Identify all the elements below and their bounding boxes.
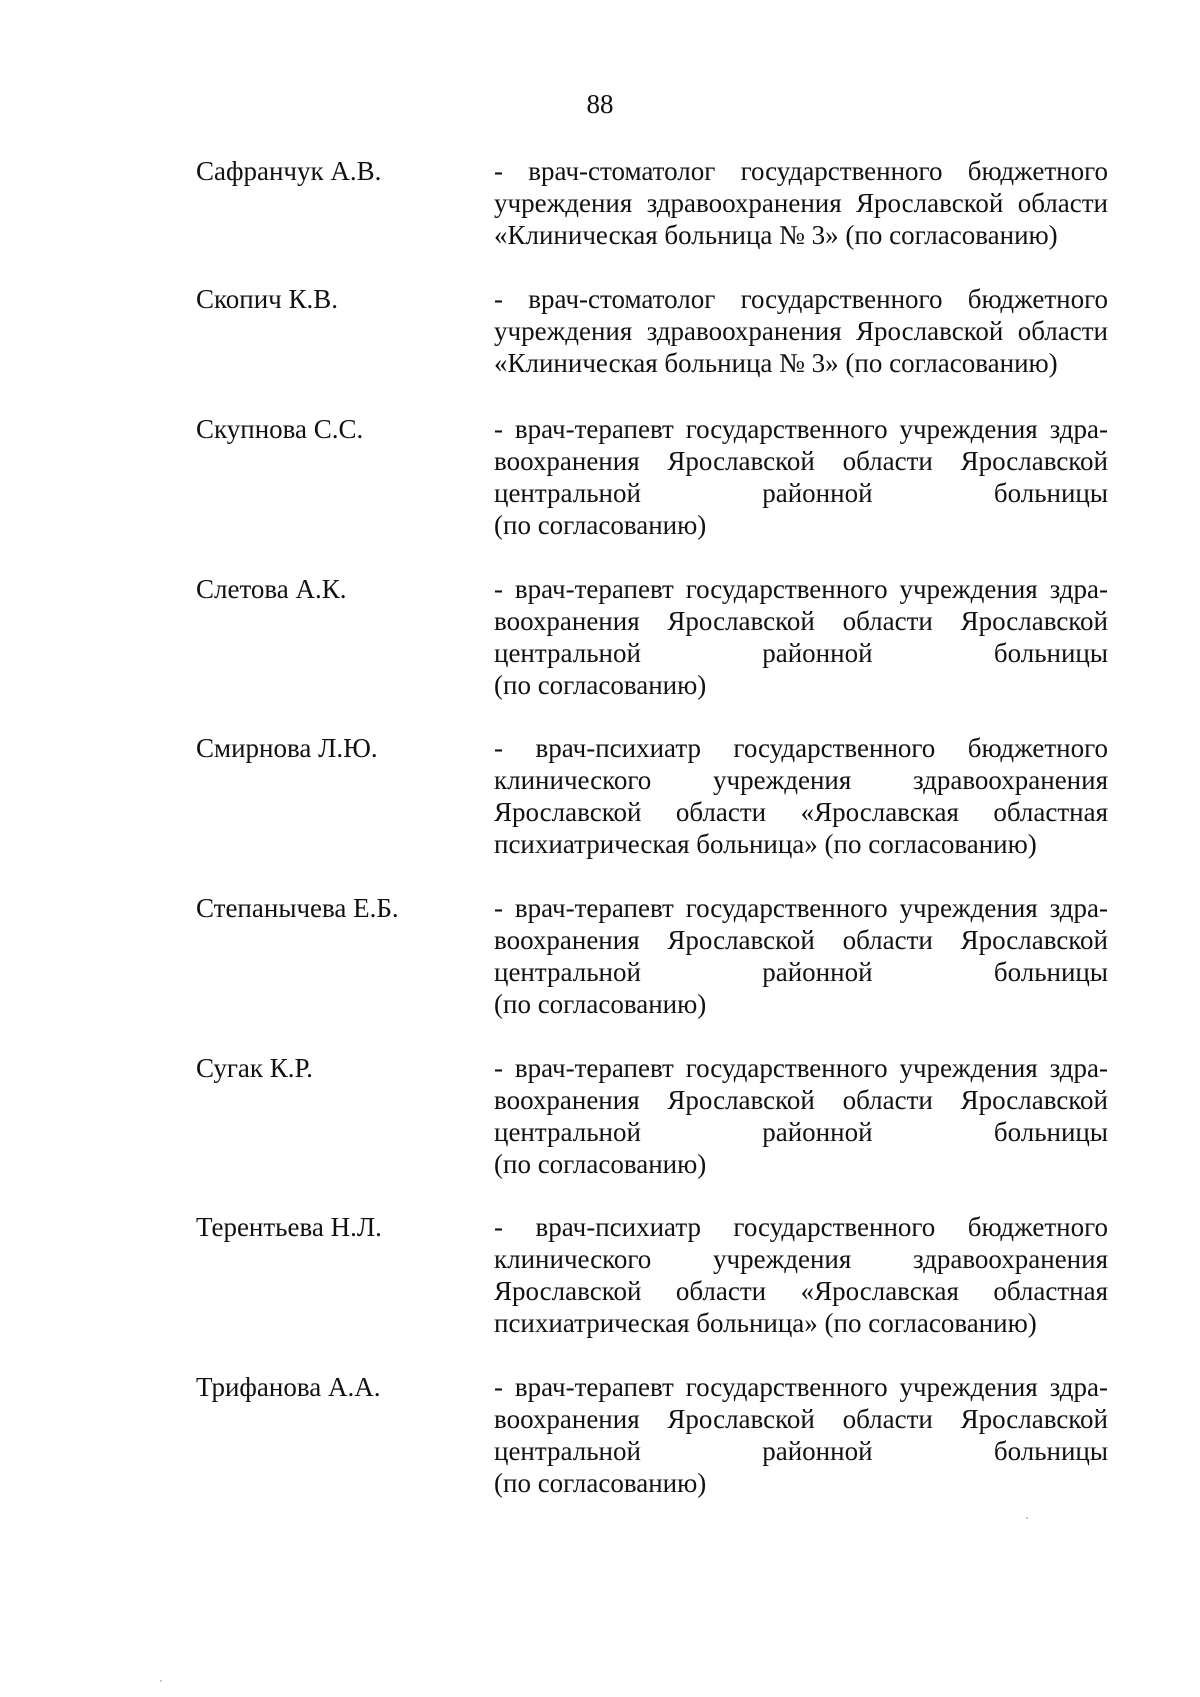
scan-speck (1026, 1517, 1028, 1519)
person-name: Сугак К.Р. (196, 1053, 313, 1083)
description-line: воохранения Ярославской области Ярославской (494, 606, 1108, 636)
position-description (494, 573, 1108, 701)
person-name: Трифанова А.А. (196, 1372, 381, 1402)
description-line: - врач-терапевт государственного учреждения здра- (494, 1053, 1108, 1083)
person-name: Степанычева Е.Б. (196, 893, 399, 923)
position-description (494, 1371, 1108, 1499)
description-line: (по согласованию) (494, 670, 707, 700)
position-description (494, 283, 1108, 379)
description-line: «Клиническая больница № 3» (по согласованию) (494, 348, 1058, 378)
description-line: (по согласованию) (494, 1149, 707, 1179)
description-line: - врач-терапевт государственного учреждения здра- (494, 893, 1108, 923)
person-name: Скопич К.В. (196, 284, 339, 314)
description-line: - врач-терапевт государственного учреждения здра- (494, 574, 1108, 604)
description-line: (по согласованию) (494, 989, 707, 1019)
description-line: клинического учреждения здравоохранения (494, 1244, 1108, 1274)
description-line: воохранения Ярославской области Ярославской (494, 1404, 1108, 1434)
description-line: - врач-стоматолог государственного бюджетного (494, 156, 1108, 186)
description-line: - врач-психиатр государственного бюджетного (494, 1212, 1108, 1242)
position-description (494, 732, 1108, 860)
description-line: воохранения Ярославской области Ярославской (494, 1085, 1108, 1115)
page-number: 88 (586, 89, 614, 119)
description-line: «Клиническая больница № 3» (по согласованию) (494, 220, 1058, 250)
description-line: - врач-терапевт государственного учреждения здра- (494, 1372, 1108, 1402)
description-line: центральной районной больницы (494, 638, 1108, 668)
description-line: учреждения здравоохранения Ярославской области (494, 316, 1108, 346)
description-line: воохранения Ярославской области Ярославской (494, 925, 1108, 955)
description-line: учреждения здравоохранения Ярославской области (494, 188, 1108, 218)
description-line: психиатрическая больница» (по согласованию) (494, 1308, 1037, 1338)
description-line: Ярославской области «Ярославская областная (494, 1276, 1108, 1306)
description-line: воохранения Ярославской области Ярославской (494, 446, 1108, 476)
position-description (494, 413, 1108, 541)
description-line: (по согласованию) (494, 1468, 707, 1498)
person-name: Слетова А.К. (196, 574, 347, 604)
position-description (494, 1052, 1108, 1180)
description-line: Ярославской области «Ярославская областная (494, 797, 1108, 827)
description-line: - врач-стоматолог государственного бюджетного (494, 284, 1108, 314)
person-name: Смирнова Л.Ю. (196, 733, 378, 763)
person-name: Сафранчук А.В. (196, 156, 382, 186)
scan-speck (160, 1680, 162, 1682)
position-description (494, 1211, 1108, 1339)
description-line: клинического учреждения здравоохранения (494, 765, 1108, 795)
description-line: центральной районной больницы (494, 478, 1108, 508)
description-line: - врач-терапевт государственного учреждения здра- (494, 414, 1108, 444)
description-line: центральной районной больницы (494, 1117, 1108, 1147)
description-line: центральной районной больницы (494, 957, 1108, 987)
description-line: - врач-психиатр государственного бюджетного (494, 733, 1108, 763)
position-description (494, 892, 1108, 1020)
description-line: (по согласованию) (494, 510, 707, 540)
person-name: Скупнова С.С. (196, 414, 364, 444)
description-line: психиатрическая больница» (по согласованию) (494, 829, 1037, 859)
person-name: Терентьева Н.Л. (196, 1212, 382, 1242)
description-line: центральной районной больницы (494, 1436, 1108, 1466)
position-description (494, 155, 1108, 251)
